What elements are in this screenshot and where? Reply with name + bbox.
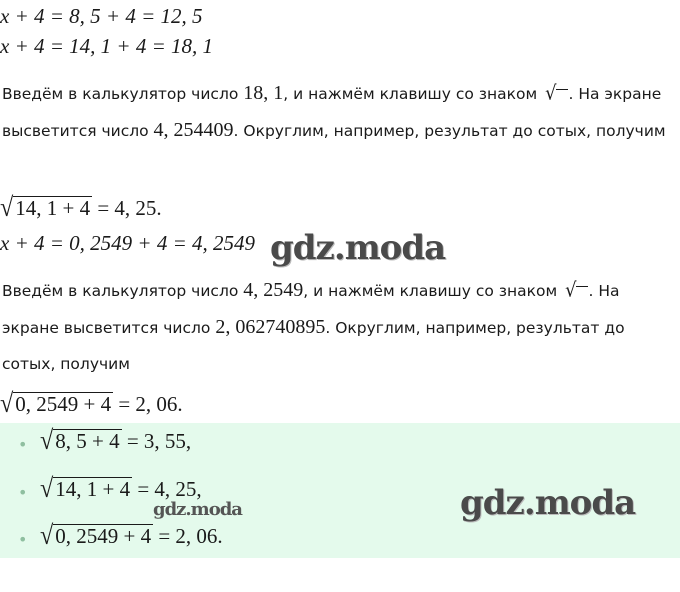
bullet-icon: • xyxy=(18,435,28,454)
bullet-icon: • xyxy=(18,530,28,549)
result: = 2, 06. xyxy=(153,524,223,548)
result: = 4, 25, xyxy=(132,477,202,501)
paragraph-text: Введём в калькулятор число xyxy=(2,85,244,103)
paragraph-text: . Округлим, например, результат до сотых, получим xyxy=(233,122,666,140)
equation-text: x + 4 = 0, 2549 + 4 = 4, 2549 xyxy=(0,231,256,255)
result: = 4, 25. xyxy=(92,196,162,220)
sqrt-icon: √ xyxy=(0,192,14,223)
sqrt-icon: √ xyxy=(40,520,54,551)
watermark: gdz.moda xyxy=(270,228,446,268)
watermark: gdz.moda xyxy=(460,483,636,523)
answer-box xyxy=(0,423,680,558)
result: = 2, 06. xyxy=(113,392,183,416)
paragraph-2 xyxy=(2,272,678,382)
sqrt-result-1 xyxy=(0,192,162,223)
sqrt-icon: √ xyxy=(40,425,54,456)
paragraph-text: , и нажмём клавишу со знаком xyxy=(303,282,563,300)
number: 4, 254409 xyxy=(153,119,234,141)
equation-text: x + 4 = 8, 5 + 4 = 12, 5 xyxy=(0,4,203,28)
answer-item xyxy=(40,520,223,551)
radicand: 14, 1 + 4 xyxy=(55,477,131,501)
answer-item xyxy=(40,425,192,456)
number: 4, 2549 xyxy=(243,279,304,301)
sqrt-icon: √ xyxy=(0,388,14,419)
equation-line-3 xyxy=(0,231,255,255)
sqrt-icon: √ xyxy=(565,282,588,300)
sqrt-result-2 xyxy=(0,388,183,419)
watermark: gdz.moda xyxy=(153,499,242,520)
radicand: 14, 1 + 4 xyxy=(15,196,91,220)
sqrt-icon: √ xyxy=(545,85,568,103)
equation-text: x + 4 = 14, 1 + 4 = 18, 1 xyxy=(0,34,214,58)
bullet-icon: • xyxy=(18,483,28,502)
sqrt-icon: √ xyxy=(40,473,54,504)
paragraph-1 xyxy=(2,75,678,149)
radicand: 8, 5 + 4 xyxy=(55,429,120,453)
equation-line-2 xyxy=(0,34,213,58)
paragraph-text: . Округлим, например, результат до сотых, получим xyxy=(2,319,625,373)
radicand: 0, 2549 + 4 xyxy=(15,392,112,416)
number: 2, 062740895 xyxy=(215,316,326,338)
paragraph-text: , и нажмём клавишу со знаком xyxy=(283,85,543,103)
result: = 3, 55, xyxy=(121,429,192,453)
radicand: 0, 2549 + 4 xyxy=(55,524,152,548)
paragraph-text: . На экране высветится число xyxy=(2,85,662,140)
equation-line-1 xyxy=(0,4,203,28)
paragraph-text: . На экране высветится число xyxy=(2,282,620,337)
paragraph-text: Введём в калькулятор число xyxy=(2,282,244,300)
number: 18, 1 xyxy=(243,82,284,104)
